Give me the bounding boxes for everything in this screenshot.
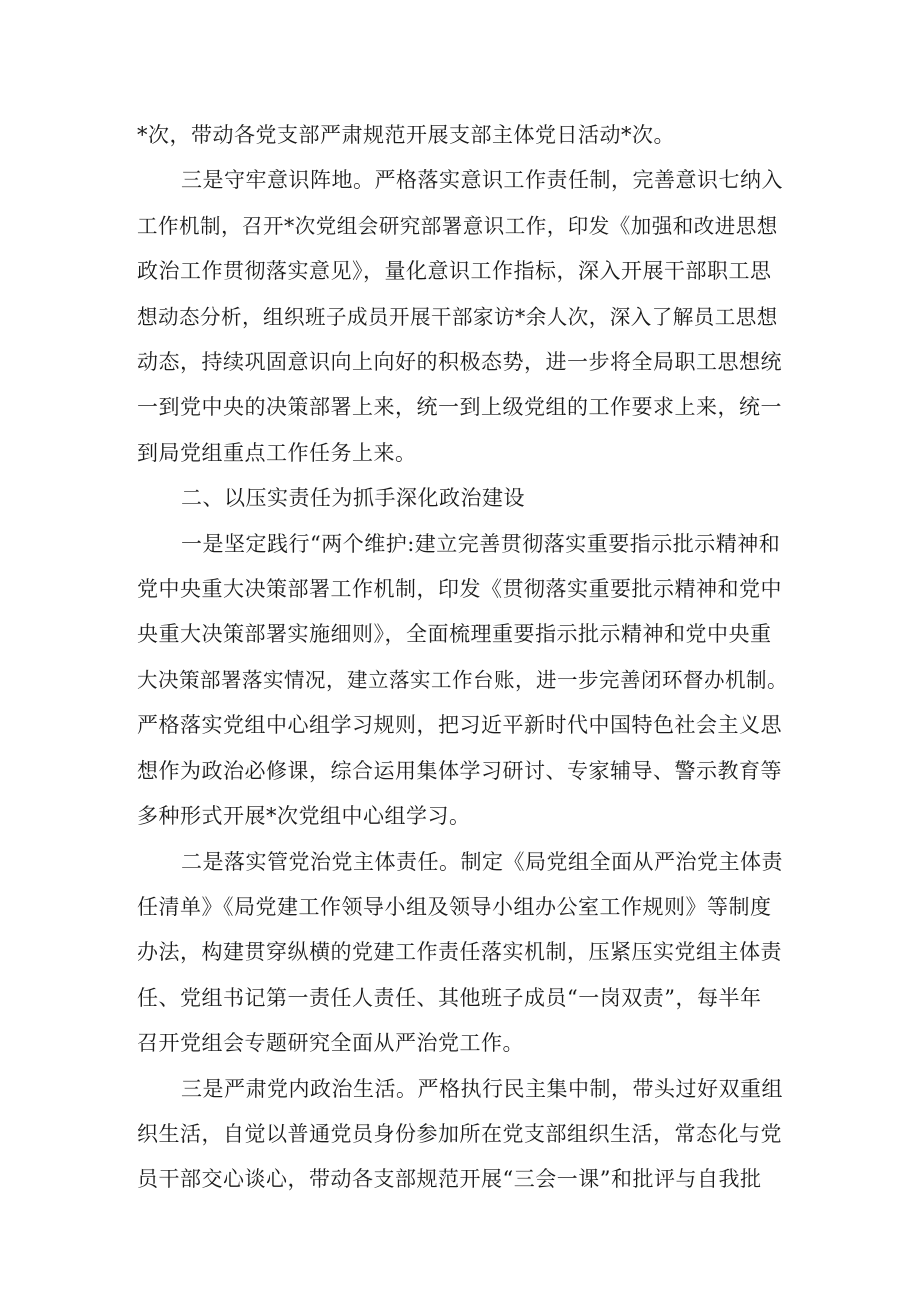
text-line: 工作机制，召开*次党组会研究部署意识工作，印发《加强和改进思想 bbox=[137, 213, 778, 238]
text-line: 多种形式开展*次党组中心组学习。 bbox=[137, 804, 471, 829]
paragraph-continuation bbox=[137, 113, 789, 158]
paragraph-party-responsibility bbox=[137, 840, 789, 1067]
text-line: 动态，持续巩固意识向上向好的积极态势，进一步将全局职工思想统 bbox=[137, 350, 782, 375]
text-line: *次，带动各党支部严肃规范开展支部主体党日活动*次。 bbox=[137, 123, 675, 147]
section-heading: 二、以压实责任为抓手深化政治建设 bbox=[181, 486, 525, 511]
text-line: 员干部交心谈心，带动各支部规范开展“三会一课”和批评与自我批 bbox=[137, 1167, 762, 1192]
text-line: 政治工作贯彻落实意见》，量化意识工作指标，深入开展干部职工思 bbox=[137, 259, 772, 284]
text-line: 办法，构建贯穿纵横的党建工作责任落实机制，压紧压实党组主体责 bbox=[137, 940, 782, 965]
text-line: 大决策部署落实情况，建立落实工作台账，进一步完善闭环督办机制。 bbox=[137, 667, 788, 692]
document-body bbox=[137, 113, 789, 1203]
paragraph-ideology-position bbox=[137, 158, 789, 476]
text-line: 到局党组重点工作任务上来。 bbox=[137, 440, 417, 465]
text-line: 央重大决策部署实施细则》，全面梳理重要指示批示精神和党中央重 bbox=[137, 622, 772, 647]
paragraph-political-life bbox=[137, 1067, 789, 1203]
text-line: 召开党组会专题研究全面从严治党工作。 bbox=[137, 1031, 524, 1056]
text-line: 三是严肃党内政治生活。严格执行民主集中制，带头过好双重组 bbox=[181, 1076, 783, 1101]
paragraph-two-safeguards bbox=[137, 522, 789, 840]
text-line: 二是落实管党治党主体责任。制定《局党组全面从严治党主体责 bbox=[181, 849, 783, 874]
text-line: 一是坚定践行“两个维护:建立完善贯彻落实重要指示批示精神和 bbox=[181, 531, 781, 556]
text-line: 任清单》《局党建工作领导小组及领导小组办公室工作规则》等制度 bbox=[137, 894, 772, 919]
text-line: 想动态分析，组织班子成员开展干部家访*余人次，深入了解员工思想 bbox=[137, 304, 778, 329]
text-line: 一到党中央的决策部署上来，统一到上级党组的工作要求上来，统一 bbox=[137, 395, 782, 420]
text-line: 党中央重大决策部署工作机制，印发《贯彻落实重要批示精神和党中 bbox=[137, 577, 782, 602]
text-line: 严格落实党组中心组学习规则，把习近平新时代中国特色社会主义思 bbox=[137, 713, 782, 738]
text-line: 织生活，自觉以普通党员身份参加所在党支部组织生活，常态化与党 bbox=[137, 1121, 782, 1146]
text-line: 想作为政治必修课，综合运用集体学习研讨、专家辅导、警示教育等 bbox=[137, 758, 782, 783]
text-line: 三是守牢意识阵地。严格落实意识工作责任制，完善意识七纳入 bbox=[181, 168, 783, 193]
text-line: 任、党组书记第一责任人责任、其他班子成员“一岗双责”，每半年 bbox=[137, 985, 762, 1010]
